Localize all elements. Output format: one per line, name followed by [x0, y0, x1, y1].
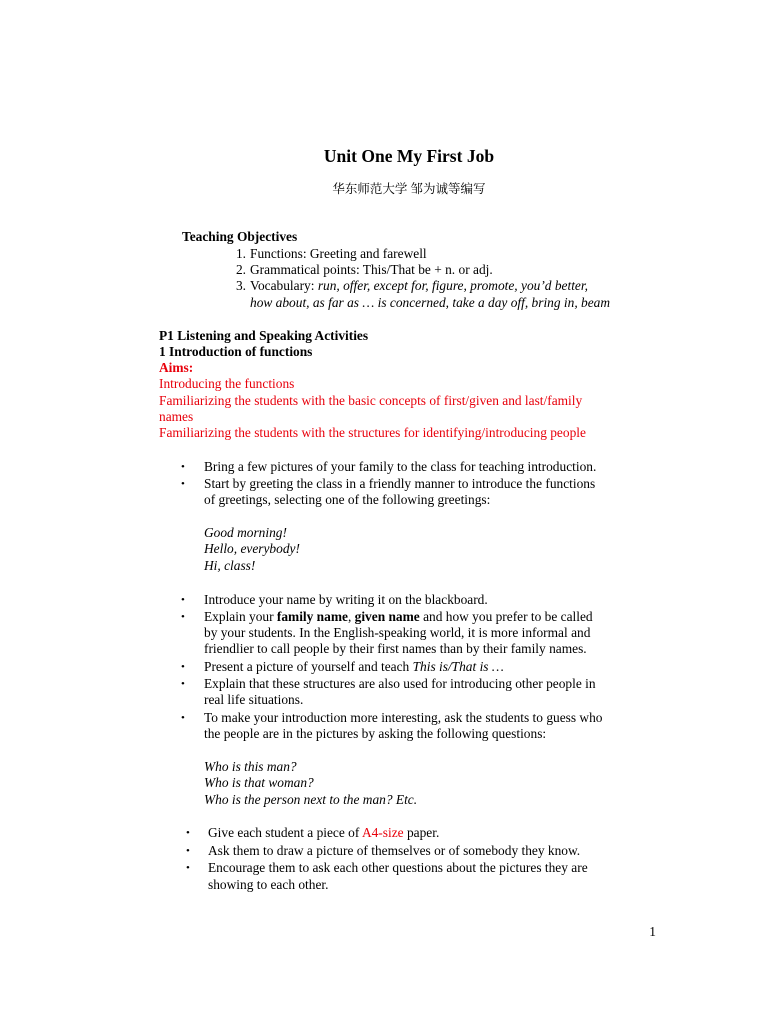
bullet-text-continued: the people are in the pictures by asking the following questions:	[204, 726, 547, 741]
bullet-glyph: •	[181, 712, 185, 724]
page-number: 1	[649, 924, 656, 939]
bullet-item	[181, 676, 596, 693]
question-example: Who is the person next to the man? Etc.	[204, 792, 418, 807]
objective-item-1	[226, 246, 427, 263]
bullet-text: paper.	[403, 825, 440, 840]
bullet-text: ,	[347, 609, 355, 624]
structure-example: This is/That is …	[412, 659, 504, 674]
objective-number: 1.	[235, 246, 246, 261]
question-example: Who is that woman?	[204, 775, 314, 790]
bullet-text-continued: showing to each other.	[208, 877, 329, 892]
vocabulary-list-continued: how about, as far as … is concerned, take a day off, bring in, beam	[250, 295, 611, 310]
aim-item: Introducing the functions	[159, 376, 295, 391]
greeting-example: Good morning!	[204, 525, 287, 540]
objective-text: Functions: Greeting and farewell	[250, 246, 427, 261]
aim-item: names	[159, 409, 194, 424]
bullet-text: Bring a few pictures of your family to the class for teaching introduction.	[204, 459, 597, 474]
term-family-name: family name	[276, 609, 348, 624]
bullet-text: Explain that these structures are also used for introducing other people in	[204, 676, 596, 691]
objective-number: 3.	[235, 278, 246, 293]
term-given-name: given name	[354, 609, 420, 624]
section-heading: P1 Listening and Speaking Activities	[159, 328, 369, 343]
bullet-item	[181, 710, 602, 727]
bullet-text: and how you prefer to be called	[419, 609, 593, 624]
bullet-item	[181, 459, 596, 476]
bullet-item	[186, 860, 588, 877]
objective-item-3	[226, 278, 588, 295]
bullet-glyph: •	[181, 478, 185, 490]
question-example: Who is this man?	[204, 759, 297, 774]
objectives-heading: Teaching Objectives	[182, 229, 298, 244]
bullet-glyph: •	[181, 594, 185, 606]
aim-item: Familiarizing the students with the basic concepts of first/given and last/family	[159, 393, 583, 408]
bullet-item	[181, 659, 504, 676]
bullet-glyph: •	[181, 461, 185, 473]
bullet-text: Explain your	[204, 609, 277, 624]
bullet-text-continued: by your students. In the English-speaking world, it is more informal and	[204, 625, 591, 640]
bullet-glyph: •	[181, 611, 185, 623]
bullet-item	[186, 843, 580, 860]
objective-text: Grammatical points: This/That be + n. or adj.	[250, 262, 493, 277]
bullet-glyph: •	[181, 678, 185, 690]
author-line: 华东师范大学 邹为诚等编写	[332, 182, 486, 196]
paper-size-highlight: A4-size	[361, 825, 404, 840]
bullet-text: To make your introduction more interesting, ask the students to guess who	[204, 710, 603, 725]
bullet-text-continued: of greetings, selecting one of the following greetings:	[204, 492, 491, 507]
aim-item: Familiarizing the students with the structures for identifying/introducing people	[159, 425, 586, 440]
objective-item-2	[226, 262, 493, 279]
bullet-text-continued: friendlier to call people by their first names than by their family names.	[204, 641, 587, 656]
subsection-heading: 1 Introduction of functions	[159, 344, 313, 359]
bullet-text: Give each student a piece of	[208, 825, 362, 840]
bullet-text: Ask them to draw a picture of themselves or of somebody they know.	[208, 843, 581, 858]
bullet-item	[181, 609, 593, 626]
greeting-example: Hi, class!	[204, 558, 256, 573]
bullet-text-continued: real life situations.	[204, 692, 304, 707]
objective-number: 2.	[235, 262, 246, 277]
bullet-glyph: •	[181, 661, 185, 673]
greeting-example: Hello, everybody!	[204, 541, 300, 556]
bullet-text: Start by greeting the class in a friendly manner to introduce the functions	[204, 476, 596, 491]
aims-label: Aims:	[159, 360, 194, 375]
bullet-glyph: •	[186, 827, 190, 839]
objective-text: Vocabulary:	[250, 278, 318, 293]
bullet-item	[181, 592, 488, 609]
bullet-text: Encourage them to ask each other questions about the pictures they are	[208, 860, 588, 875]
bullet-text: Present a picture of yourself and teach	[204, 659, 413, 674]
bullet-glyph: •	[186, 862, 190, 874]
bullet-text: Introduce your name by writing it on the blackboard.	[204, 592, 488, 607]
page-title: Unit One My First Job	[323, 146, 495, 166]
bullet-item	[181, 476, 595, 493]
vocabulary-list: run, offer, except for, figure, promote, you’d better,	[317, 278, 588, 293]
bullet-item	[186, 825, 439, 842]
bullet-glyph: •	[186, 845, 190, 857]
